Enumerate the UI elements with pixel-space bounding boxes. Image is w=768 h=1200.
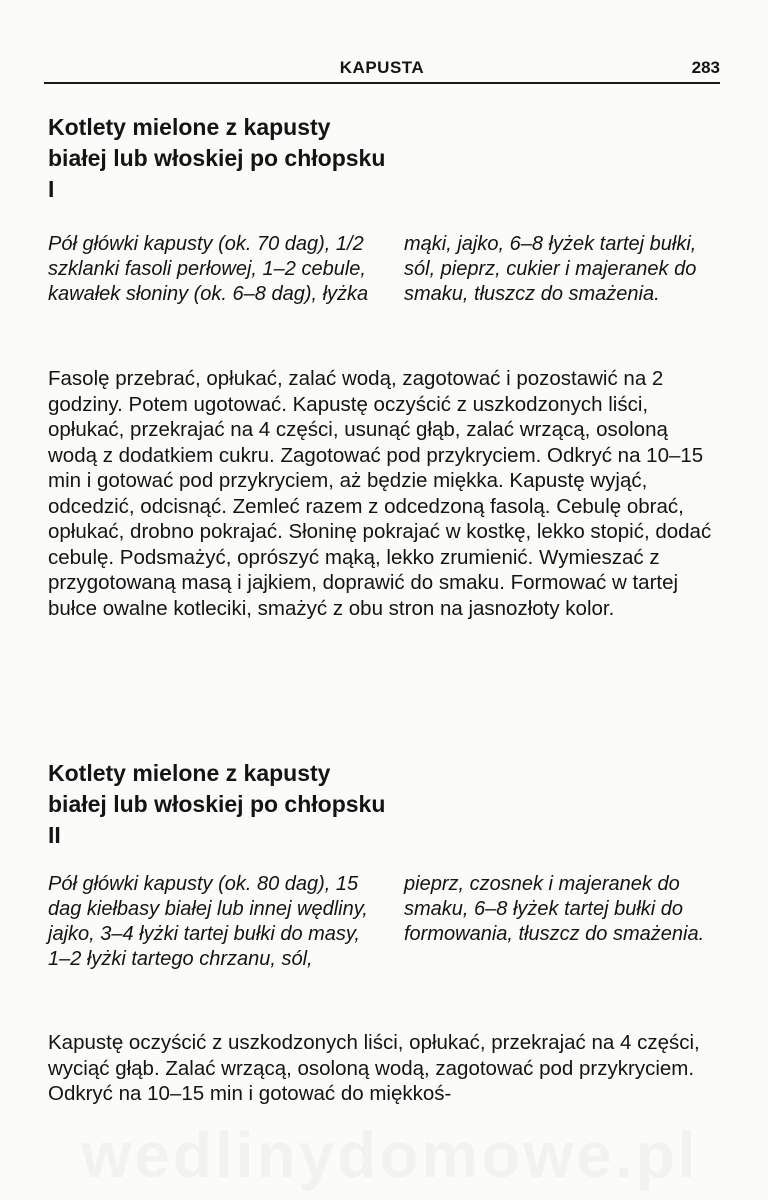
watermark (70, 1118, 710, 1192)
section-title: KAPUSTA (339, 58, 425, 77)
recipe-2-title: Kotlety mielone z kapusty białej lub włoskiej po chłopsku II (48, 760, 386, 848)
recipe-2-method-text: Kapustę oczyścić z uszkodzonych liści, opłukać, przekrajać na 4 części, wyciąć głąb. Zalać wrzącą, osoloną wodą, zagotować pod przykryciem. Odkryć na 10–15 min i gotować do miękkoś- (48, 1031, 700, 1105)
recipe-2-method (48, 1030, 720, 1107)
running-header (44, 52, 720, 84)
recipe-2-ingredients-text: Pół główki kapusty (ok. 80 dag), 15 dag kiełbasy białej lub innej wędliny, jajko, 3–4 łyżki tartej bułki do masy, 1–2 łyżki tartego chrzanu, sól, pieprz, czosnek i majeranek do smaku, 6–8 łyżek tartej bułki do formowania, tłuszcz do smażenia. (48, 873, 705, 970)
recipe-1-method (48, 366, 720, 621)
recipe-1-ingredients-text: Pół główki kapusty (ok. 70 dag), 1/2 szklanki fasoli perłowej, 1–2 cebule, kawałek słoniny (ok. 6–8 dag), łyżka mąki, jajko, 6–8 łyżek tartej bułki, sól, pieprz, cukier i majeranek do smaku, tłuszcz do smażenia. (48, 233, 697, 305)
recipe-1-ingredients (48, 232, 728, 307)
recipe-1-title: Kotlety mielone z kapusty białej lub włoskiej po chłopsku I (48, 114, 386, 202)
recipe-2-ingredients (48, 872, 728, 972)
page-number: 283 (691, 58, 720, 77)
recipe-1-method-text: Fasolę przebrać, opłukać, zalać wodą, zagotować i pozostawić na 2 godziny. Potem ugotować. Kapustę oczyścić z uszkodzonych liści, opłukać, przekrajać na 4 części, usunąć głąb, zalać wrzącą, osoloną wodą z dodatkiem cukru. Zagotować pod przykryciem. Odkryć na 10–15 min i gotować pod przykryciem, aż będzie miękka. Kapustę wyjąć, odcedzić, odcisnąć. Zemleć razem z odcedzoną fasolą. Cebulę obrać, opłukać, drobno pokrajać. Słoninę pokrajać w kostkę, lekko stopić, dodać cebulę. Podsmażyć, oprószyć mąką, lekko zrumienić. Wymieszać z przygotowaną masą i jajkiem, doprawić do smaku. Formować w tartej bułce owalne kotleciki, smażyć z obu stron na jasnozłoty kolor. (48, 367, 712, 620)
